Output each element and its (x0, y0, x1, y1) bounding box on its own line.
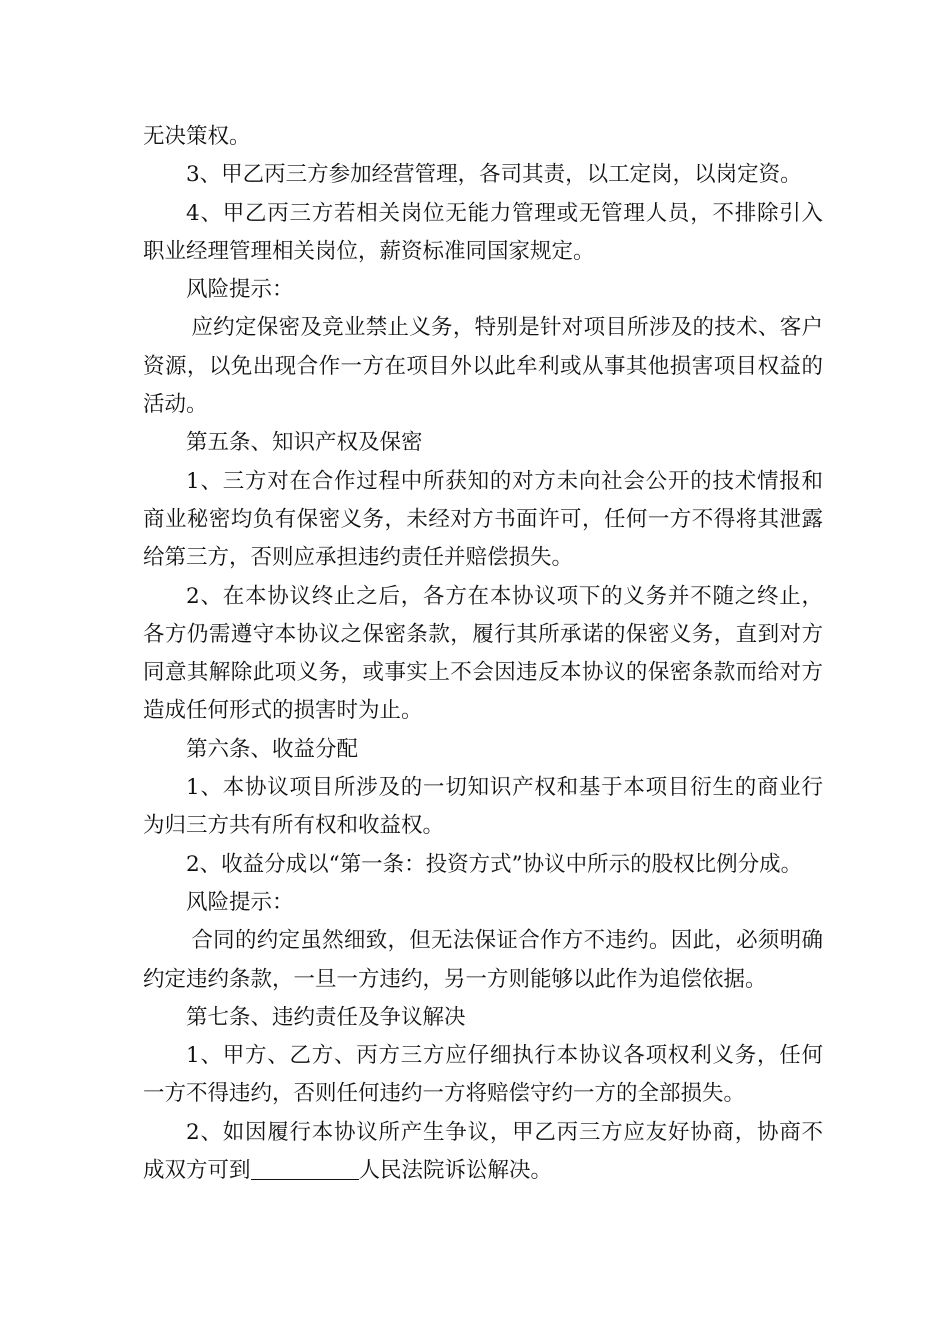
clause-7-item-1: 1、甲方、乙方、丙方三方应仔细执行本协议各项权利义务，任何一方不得违约，否则任何违约一方将赔偿守约一方的全部损失。 (143, 1043, 823, 1107)
clause-4-item-3: 3、甲乙丙三方参加经营管理，各司其责，以工定岗，以岗定资。 (186, 162, 802, 188)
clause-7-item-2-text-after: 人民法院诉讼解决。 (358, 1158, 553, 1184)
clause-5-item-1: 1、三方对在合作过程中所获知的对方未向社会公开的技术情报和商业秘密均负有保密义务，未经对方书面许可，任何一方不得将其泄露给第三方，否则应承担违约责任并赔偿损失。 (143, 468, 823, 571)
court-name-blank (251, 1158, 359, 1181)
document-body (143, 118, 823, 1190)
clause-7-item-2 (143, 1114, 823, 1191)
risk-note-text-2: 合同的约定虽然细致，但无法保证合作方不违约。因此，必须明确约定违约条款，一旦一方违约，另一方则能够以此作为追偿依据。 (143, 928, 823, 992)
clause-6-item-1: 1、本协议项目所涉及的一切知识产权和基于本项目衍生的商业行为归三方共有所有权和收益权。 (143, 775, 823, 839)
clause-6-heading: 第六条、收益分配 (186, 736, 359, 762)
clause-5-heading: 第五条、知识产权及保密 (186, 430, 423, 456)
clause-7-heading: 第七条、违约责任及争议解决 (186, 1004, 466, 1030)
risk-note-heading: 风险提示： (186, 277, 294, 303)
clause-5-item-2: 2、在本协议终止之后，各方在本协议项下的义务并不随之终止，各方仍需遵守本协议之保密条款，履行其所承诺的保密义务，直到对方同意其解除此项义务，或事实上不会因违反本协议的保密条款而给对方造成任何形式的损害时为止。 (143, 583, 823, 724)
risk-note-text: 应约定保密及竞业禁止义务，特别是针对项目所涉及的技术、客户资源，以免出现合作一方在项目外以此牟利或从事其他损害项目权益的活动。 (143, 315, 823, 418)
clause-4-item-4: 4、甲乙丙三方若相关岗位无能力管理或无管理人员，不排除引入职业经理管理相关岗位，薪资标准同国家规定。 (143, 200, 823, 264)
risk-note-heading-2: 风险提示： (186, 889, 294, 915)
clause-6-item-2: 2、收益分成以“第一条：投资方式”协议中所示的股权比例分成。 (186, 851, 803, 877)
paragraph-continuation: 无决策权。 (143, 124, 251, 149)
clause-7-item-2-text-before: 2、如因履行本协议所产生争议，甲乙丙三方应友好协商，协商不成双方可到 (143, 1119, 823, 1184)
